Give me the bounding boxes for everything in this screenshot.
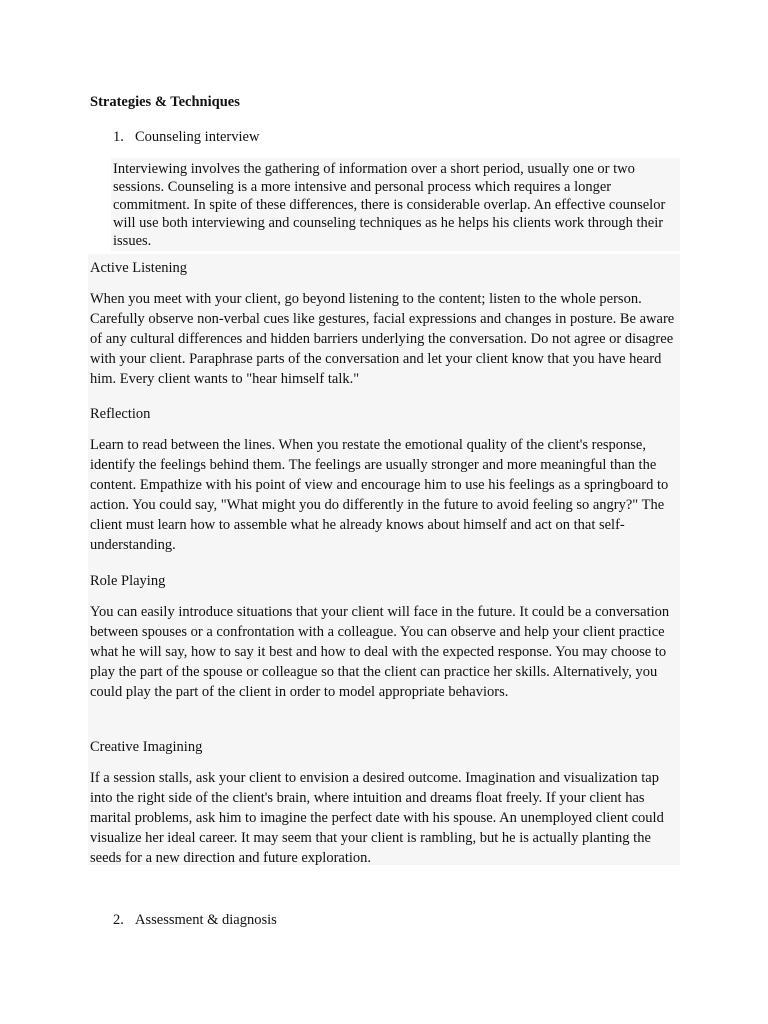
list-number: 2. bbox=[113, 912, 124, 928]
section-title: Active Listening bbox=[90, 260, 188, 276]
list-label: Assessment & diagnosis bbox=[135, 912, 277, 928]
section-role-playing bbox=[90, 571, 680, 702]
section-title: Role Playing bbox=[90, 573, 166, 589]
list-number: 1. bbox=[113, 129, 124, 145]
section-body: You can easily introduce situations that your client will face in the future. It could be a conversation between spouses or a confrontation with a colleague. You can observe and help your client practice what he will say, how to say it best and how to deal with the expected response. You may choose to play the part of the spouse or colleague so that the client can practice her skills. Alternatively, you could play the part of the client in order to model appropriate behaviors. bbox=[90, 604, 670, 700]
list-item-assessment-diagnosis bbox=[113, 910, 277, 930]
section-body: If a session stalls, ask your client to envision a desired outcome. Imagination and visualization tap into the right side of the client's brain, where intuition and dreams float freely. If your client has marital problems, ask him to imagine the perfect date with his spouse. An unemployed client could visualize her ideal career. It may seem that your client is rambling, but he is actually planting the seeds for a new direction and future exploration. bbox=[90, 770, 664, 866]
section-title: Creative Imagining bbox=[90, 739, 203, 755]
page-title: Strategies & Techniques bbox=[90, 94, 240, 110]
section-active-listening bbox=[90, 258, 680, 389]
section-reflection bbox=[90, 404, 680, 555]
list-item-counseling-interview bbox=[113, 127, 259, 147]
list-label: Counseling interview bbox=[135, 129, 260, 145]
section-title: Reflection bbox=[90, 406, 151, 422]
intro-paragraph: Interviewing involves the gathering of information over a short period, usually one or two sessions. Counseling is a more intensive and personal process which requires a longer commitment. In spite of these differences, there is considerable overlap. An effective counselor will use both interviewing and counseling techniques as he helps his clients work through their issues. bbox=[113, 161, 666, 249]
section-body: When you meet with your client, go beyond listening to the content; listen to the whole person. Carefully observe non-verbal cues like gestures, facial expressions and changes in posture. Be aware of any cultural differences and hidden barriers underlying the conversation. Do not agree or disagree with your client. Paraphrase parts of the conversation and let your client know that you have heard him. Every client wants to "hear himself talk." bbox=[90, 291, 675, 387]
section-creative-imagining bbox=[90, 737, 680, 868]
section-body: Learn to read between the lines. When you restate the emotional quality of the client's response, identify the feelings behind them. The feelings are usually stronger and more meaningful than the content. Empathize with his point of view and encourage him to use his feelings as a springboard to action. You could say, "What might you do differently in the future to avoid feeling so angry?" The client must learn how to assemble what he already knows about himself and act on that self-understanding. bbox=[90, 437, 669, 553]
